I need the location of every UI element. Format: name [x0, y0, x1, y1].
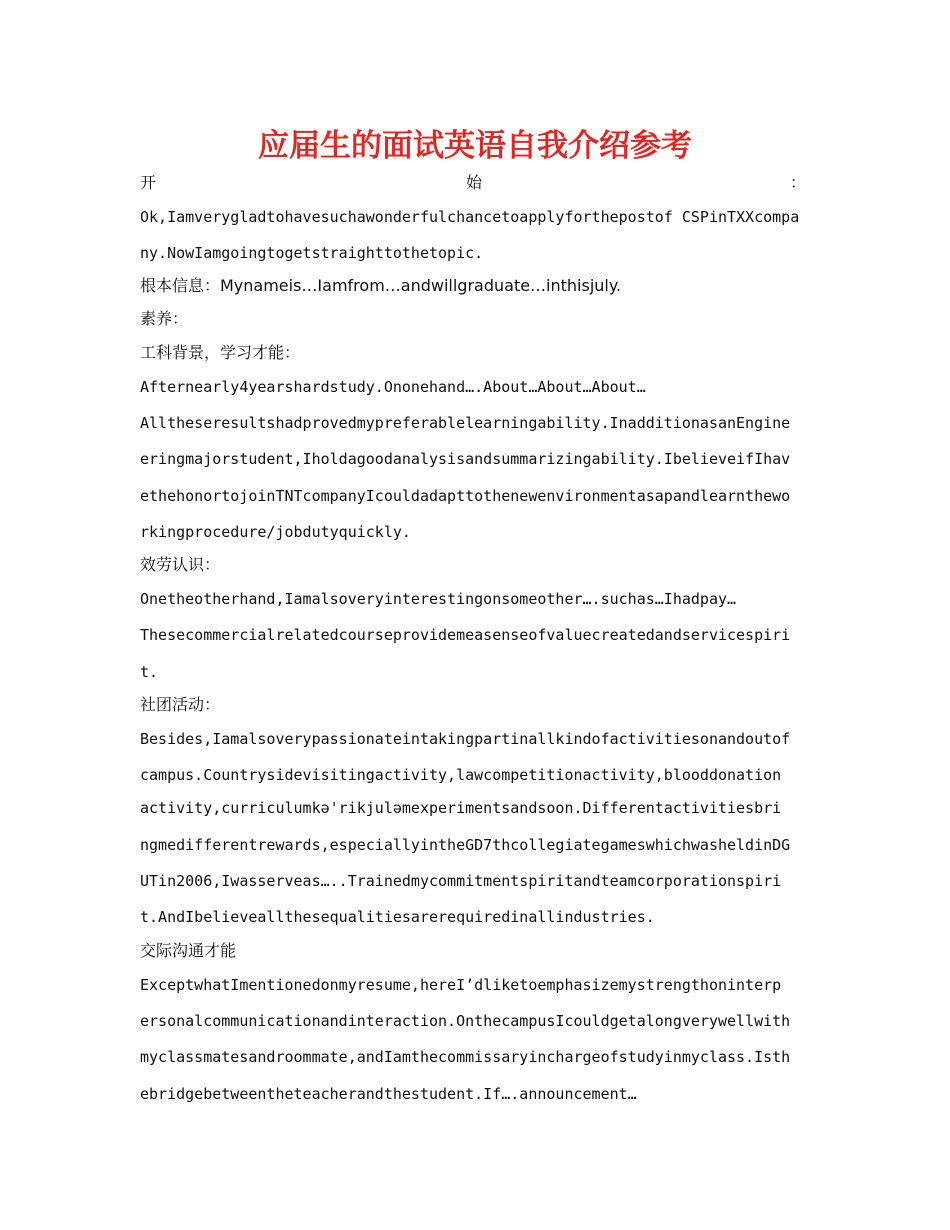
body-line: campus.Countrysidevisitingactivity,lawcompetitionactivity,blooddonation: [140, 766, 782, 784]
section-heading-engineering: 工科背景，学习才能：: [140, 343, 301, 362]
body-line: t.: [140, 663, 159, 681]
body-line: Alltheseresultshadprovedmypreferablelearningability.InadditionasanEngine: [140, 414, 791, 432]
section-heading-service: 效劳认识：: [140, 555, 221, 574]
body-line: ExceptwhatImentionedonmyresume,hereI’dliketoemphasizemystrengthoninterp: [140, 976, 782, 994]
opening-char-1: 开: [140, 173, 157, 192]
body-line: myclassmatesandroommate,andIamthecommissaryinchargeofstudyinmyclass.Isth: [140, 1048, 791, 1066]
body-line: ny.NowIamgoingtogetstraighttothetopic.: [140, 244, 484, 262]
body-line: activity,curriculumkə'rikjuləmexperimentsandsoon.Differentactivitiesbri: [140, 799, 782, 817]
section-heading-communication: 交际沟通才能: [140, 941, 237, 960]
opening-heading: [140, 170, 812, 192]
body-line: Afternearly4yearshardstudy.Ononehand….About…About…About…: [140, 378, 646, 396]
body-line: rkingprocedure/jobdutyquickly.: [140, 523, 411, 541]
body-line: eringmajorstudent,Iholdagoodanalysisandsummarizingability.IbelieveifIhav: [140, 450, 791, 468]
body-line: Besides,Iamalsoverypassionateintakingpartinallkindofactivitiesonandoutof: [140, 730, 791, 748]
body-line: Onetheotherhand,Iamalsoveryinterestingonsomeother….suchas…Ihadpay…: [140, 590, 737, 608]
body-line: Ok,Iamverygladtohavesuchawonderfulchancetoapplyforthepostof CSPinTXXcompa: [140, 208, 800, 226]
opening-colon: ：: [790, 173, 807, 192]
body-line: ethehonortojoinTNTcompanyIcouldadapttothenewenvironmentasapandlearnthewo: [140, 487, 791, 505]
body-line: t.AndIbelieveallthesequalitiesarerequiredinallindustries.: [140, 908, 655, 926]
body-line: ersonalcommunicationandinteraction.OnthecampusIcouldgetalongverywellwith: [140, 1012, 791, 1030]
opening-char-2: 始: [466, 173, 483, 192]
section-heading-clubs: 社团活动：: [140, 695, 221, 714]
body-line: ngmedifferentrewards,especiallyintheGD7thcollegiategameswhichwasheldinDG: [140, 836, 791, 854]
section-heading-quality: 素养：: [140, 309, 189, 328]
body-line: Thesecommercialrelatedcourseprovidemeasenseofvaluecreatedandservicespiri: [140, 626, 791, 644]
body-line: UTin2006,Iwasserveas…..Trainedmycommitmentspiritandteamcorporationspiri: [140, 872, 782, 890]
basic-info-line: 根本信息：Mynameis…Iamfrom…andwillgraduate…inthisjuly.: [140, 276, 622, 295]
document-title: 应届生的面试英语自我介绍参考: [258, 128, 692, 164]
body-line: ebridgebetweentheteacherandthestudent.If….announcement…: [140, 1085, 637, 1103]
